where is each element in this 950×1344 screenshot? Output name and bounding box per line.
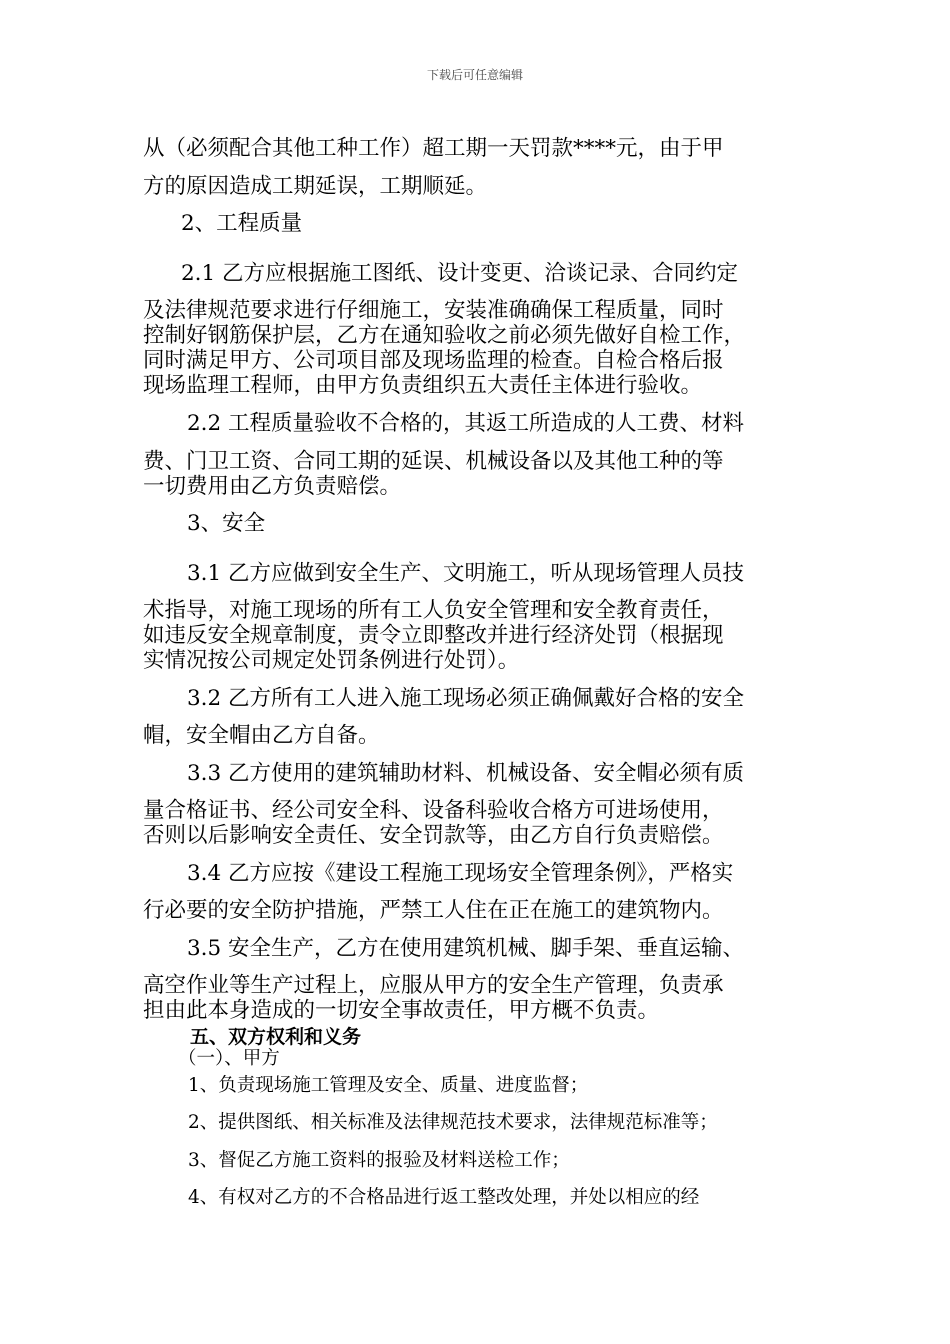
paragraph-line: 一切费用由乙方负责赔偿。 xyxy=(143,474,402,499)
paragraph-line: 行必要的安全防护措施，严禁工人住在正在施工的建筑物内。 xyxy=(143,898,724,923)
paragraph-line: 从（必须配合其他工种工作）超工期一天罚款****元，由于甲 xyxy=(143,136,724,161)
paragraph-line: 担由此本身造成的一切安全事故责任，甲方概不负责。 xyxy=(143,998,660,1023)
list-item: 1、负责现场施工管理及安全、质量、进度监督； xyxy=(188,1075,589,1096)
paragraph-line: 及法律规范要求进行仔细施工，安装准确确保工程质量，同时 xyxy=(143,298,724,323)
paragraph-line: 同时满足甲方、公司项目部及现场监理的检查。自检合格后报 xyxy=(143,348,724,373)
page-header: 下载后可任意编辑 xyxy=(426,68,523,82)
paragraph-line: 2.2 工程质量验收不合格的，其返工所造成的人工费、材料 xyxy=(187,411,745,436)
paragraph-line: 费、门卫工资、合同工期的延误、机械设备以及其他工种的等 xyxy=(143,449,724,474)
paragraph-line: 控制好钢筋保护层，乙方在通知验收之前必须先做好自检工作， xyxy=(143,323,746,348)
paragraph-line: 高空作业等生产过程上，应服从甲方的安全生产管理，负责承 xyxy=(143,973,724,998)
paragraph-line: 3.4 乙方应按《建设工程施工现场安全管理条例》，严格实 xyxy=(187,861,734,886)
paragraph-line: 3.1 乙方应做到安全生产、文明施工，听从现场管理人员技 xyxy=(187,561,745,586)
section-heading: 2、工程质量 xyxy=(181,211,303,236)
paragraph-line: 术指导，对施工现场的所有工人负安全管理和安全教育责任， xyxy=(143,598,724,623)
section-heading: 3、安全 xyxy=(187,511,266,536)
list-item: 4、有权对乙方的不合格品进行返工整改处理，并处以相应的经 xyxy=(188,1187,700,1208)
paragraph-line: 3.3 乙方使用的建筑辅助材料、机械设备、安全帽必须有质 xyxy=(187,761,745,786)
paragraph-line: 2.1 乙方应根据施工图纸、设计变更、洽谈记录、合同约定 xyxy=(181,261,739,286)
subsection-heading: （一）、甲方 xyxy=(178,1048,280,1069)
paragraph-line: 方的原因造成工期延误，工期顺延。 xyxy=(143,174,488,199)
paragraph-line: 否则以后影响安全责任、安全罚款等，由乙方自行负责赔偿。 xyxy=(143,823,724,848)
paragraph-line: 如违反安全规章制度，责令立即整改并进行经济处罚（根据现 xyxy=(143,623,724,648)
chapter-heading: 五、双方权利和义务 xyxy=(190,1026,362,1048)
paragraph-line: 3.2 乙方所有工人进入施工现场必须正确佩戴好合格的安全 xyxy=(187,686,745,711)
list-item: 2、提供图纸、相关标准及法律规范技术要求，法律规范标准等； xyxy=(188,1112,718,1133)
paragraph-line: 现场监理工程师，由甲方负责组织五大责任主体进行验收。 xyxy=(143,373,703,398)
list-item: 3、督促乙方施工资料的报验及材料送检工作； xyxy=(188,1150,570,1171)
paragraph-line: 3.5 安全生产，乙方在使用建筑机械、脚手架、垂直运输、 xyxy=(187,936,745,961)
paragraph-line: 量合格证书、经公司安全科、设备科验收合格方可进场使用， xyxy=(143,798,724,823)
paragraph-line: 实情况按公司规定处罚条例进行处罚）。 xyxy=(143,648,520,673)
paragraph-line: 帽，安全帽由乙方自备。 xyxy=(143,723,380,748)
